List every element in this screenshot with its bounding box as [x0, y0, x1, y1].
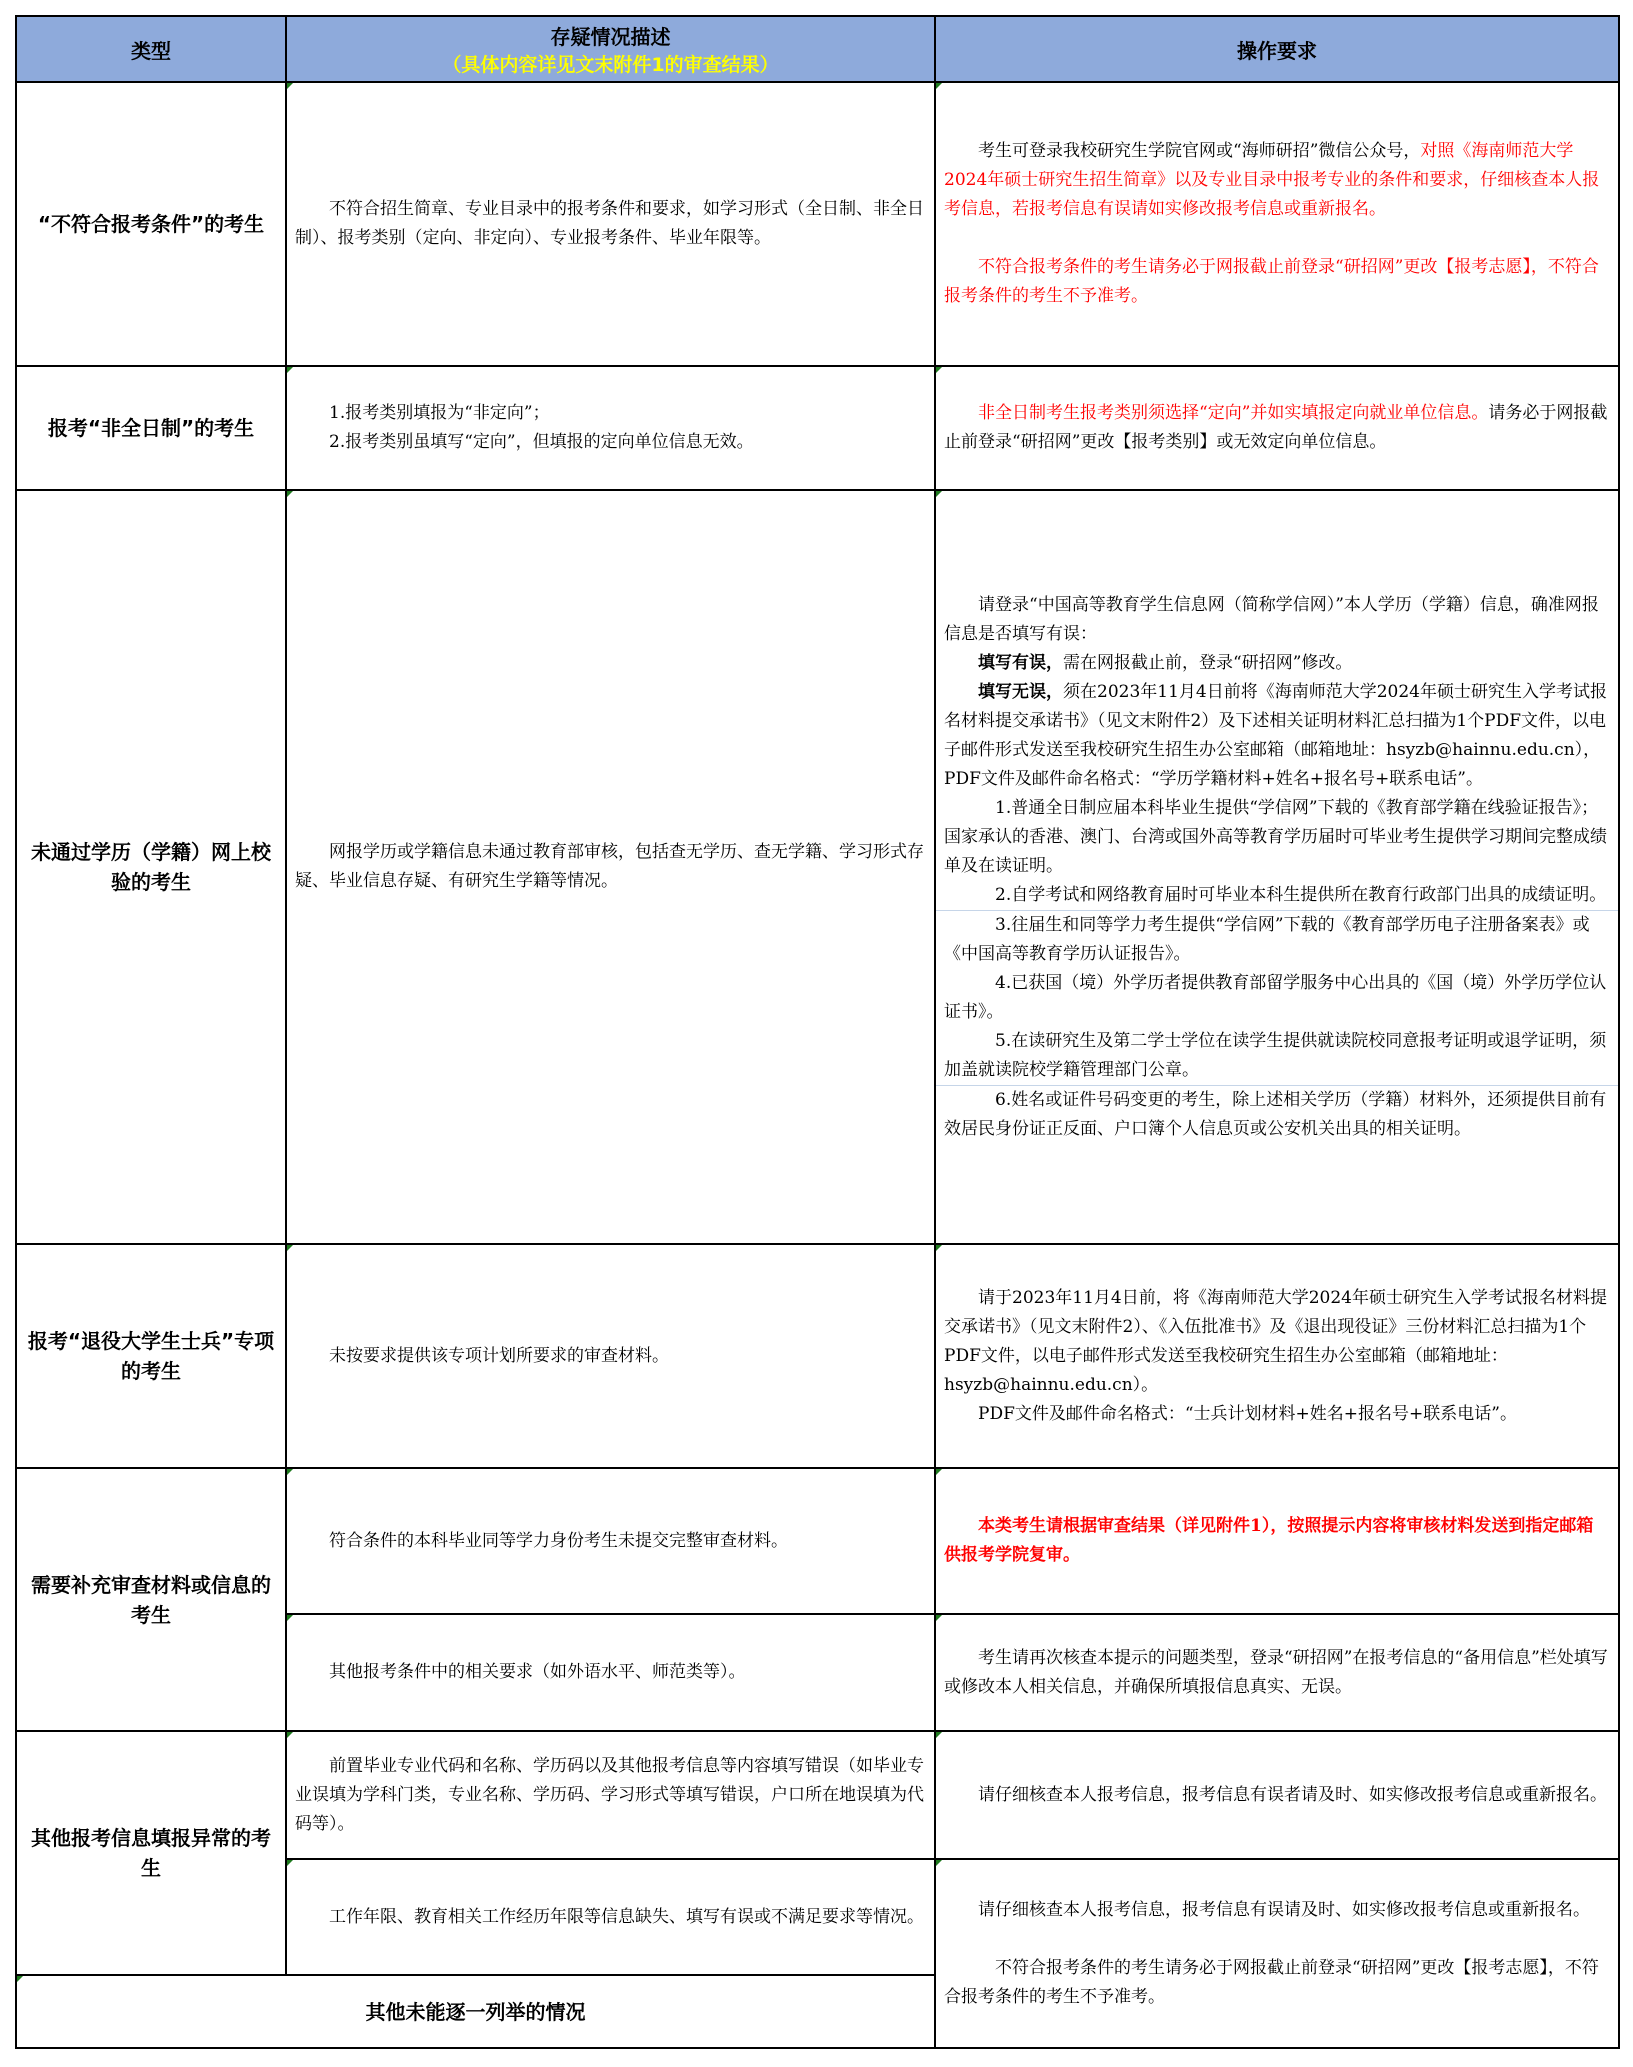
- type-cell: 需要补充审查材料或信息的考生: [16, 1468, 286, 1731]
- desc-text: 前置毕业专业代码和名称、学历码以及其他报考信息等内容填写错误（如毕业专业误填为学科门类，专业名称、学历码、学习形式等填写错误，户口所在地误填为代码等）。: [295, 1755, 924, 1834]
- action-text: PDF文件及邮件命名格式：“士兵计划材料+姓名+报名号+联系电话”。: [978, 1403, 1517, 1424]
- action-item: 6.姓名或证件号码变更的考生，除上述相关学历（学籍）材料外，还须提供目前有效居民身份证正反面、户口簿个人信息页或公安机关出具的相关证明。: [944, 1089, 1607, 1139]
- divider: [936, 1085, 1618, 1144]
- desc-text: 网报学历或学籍信息未通过教育部审核，包括查无学历、查无学籍、学习形式存疑、毕业信息存疑、有研究生学籍等情况。: [295, 842, 924, 891]
- table-row: [16, 82, 1619, 366]
- desc-text: 其他报考条件中的相关要求（如外语水平、师范类等）。: [329, 1662, 746, 1682]
- action-item: 5.在读研究生及第二学士学位在读学生提供就读院校同意报考证明或退学证明，须加盖就读院校学籍管理部门公章。: [944, 1030, 1607, 1080]
- table-row: [16, 366, 1619, 490]
- table-row: [16, 1468, 1619, 1614]
- action-warning: 不符合报考条件的考生请务必于网报截止前登录“研招网”更改【报考志愿】，不符合报考条件的考生不予准考。: [944, 1957, 1599, 2007]
- action-emphasis: 对照《海南师范大学2024年硕士研究生招生简章》以及专业目录中报考专业的条件和要求，仔细核查本人报考信息，若报考信息有误请如实修改报考信息或重新报名。: [944, 141, 1600, 219]
- desc-cell: [286, 82, 935, 366]
- type-cell: 未通过学历（学籍）网上校验的考生: [16, 490, 286, 1244]
- type-cell: 报考“退役大学生士兵”专项的考生: [16, 1244, 286, 1468]
- type-cell: 报考“非全日制”的考生: [16, 366, 286, 490]
- action-text: 考生请再次核查本提示的问题类型，登录“研招网”在报考信息的“备用信息”栏处填写或修改本人相关信息，并确保所填报信息真实、无误。: [944, 1647, 1608, 1697]
- action-item: 3.往届生和同等学力考生提供“学信网”下载的《教育部学历电子注册备案表》或《中国高等教育学历认证报告》。: [944, 914, 1590, 964]
- table-row: [16, 1244, 1619, 1468]
- table-row: [16, 490, 1619, 1244]
- desc-text: 工作年限、教育相关工作经历年限等信息缺失、填写有误或不满足要求等情况。: [329, 1906, 924, 1927]
- desc-cell: [286, 490, 935, 1244]
- action-emphasis: 非全日制考生报考类别须选择“定向”并如实填报定向就业单位信息。: [978, 403, 1489, 423]
- desc-cell: [286, 1614, 935, 1731]
- desc-item: 1.报考类别填报为“非定向”；: [329, 403, 550, 423]
- action-item: 4.已获国（境）外学历者提供教育部留学服务中心出具的《国（境）外学历学位认证书》。: [944, 972, 1607, 1022]
- divider: [936, 910, 1618, 1085]
- action-text: 须在2023年11月4日前将《海南师范大学2024年硕士研究生入学考试报名材料提交承诺书》（见文末附件2）及下述相关证明材料汇总扫描为1个PDF文件，以电子邮件形式发送至我校研究生招生办公室邮箱（邮箱地址：hsyzb@hainnu.edu.cn），PDF文件及邮件命名格式：“学历学籍材料+姓名+报名号+联系电话”。: [944, 681, 1607, 789]
- desc-item: 2.报考类别虽填写“定向”，但填报的定向单位信息无效。: [329, 432, 754, 452]
- header-desc: [286, 16, 935, 82]
- header-desc-title: 存疑情况描述: [550, 25, 671, 49]
- action-item: 2.自学考试和网络教育届时可毕业本科生提供所在教育行政部门出具的成绩证明。: [995, 884, 1607, 905]
- action-cell: [935, 82, 1619, 366]
- action-text: 请仔细核查本人报考信息，报考信息有误请及时、如实修改报考信息或重新报名。: [978, 1899, 1590, 1920]
- action-cell: [935, 1859, 1619, 2048]
- desc-text: 未按要求提供该专项计划所要求的审查材料。: [329, 1345, 669, 1366]
- desc-cell: [286, 1244, 935, 1468]
- action-cell: [935, 1244, 1619, 1468]
- action-intro: 请登录“中国高等教育学生信息网（简称学信网）”本人学历（学籍）信息，确准网报信息是否填写有误：: [944, 594, 1599, 644]
- action-text: 需在网报截止前，登录“研招网”修改。: [1063, 652, 1353, 673]
- desc-text: 符合条件的本科毕业同等学力身份考生未提交完整审查材料。: [329, 1530, 788, 1551]
- desc-cell: [286, 1731, 935, 1859]
- header-action: 操作要求: [935, 16, 1619, 82]
- action-warning: 不符合报考条件的考生请务必于网报截止前登录“研招网”更改【报考志愿】，不符合报考条件的考生不予准考。: [944, 257, 1599, 306]
- action-cell: [935, 1468, 1619, 1614]
- action-text: 请于2023年11月4日前，将《海南师范大学2024年硕士研究生入学考试报名材料提交承诺书》（见文末附件2）、《入伍批准书》及《退出现役证》三份材料汇总扫描为1个PDF文件，以电子邮件形式发送至我校研究生招生办公室邮箱（邮箱地址：hsyzb@hainnu.edu.cn）。: [944, 1287, 1607, 1395]
- header-desc-note: （具体内容详见文末附件1的审查结果）: [442, 54, 779, 76]
- action-label-wrong: 填写有误，: [978, 652, 1063, 673]
- type-cell: “不符合报考条件”的考生: [16, 82, 286, 366]
- review-table: [15, 15, 1620, 2049]
- action-cell: [935, 366, 1619, 490]
- header-type: 类型: [16, 16, 286, 82]
- action-cell: [935, 1614, 1619, 1731]
- action-text: 考生可登录我校研究生学院官网或“海师研招”微信公众号，: [978, 141, 1421, 161]
- header-row: [16, 16, 1619, 82]
- desc-cell: [286, 1468, 935, 1614]
- type-cell: 其他报考信息填报异常的考生: [16, 1731, 286, 1975]
- action-cell: [935, 490, 1619, 1244]
- desc-text: 不符合招生简章、专业目录中的报考条件和要求，如学习形式（全日制、非全日制）、报考类别（定向、非定向）、专业报考条件、毕业年限等。: [295, 199, 924, 248]
- action-text: 请仔细核查本人报考信息，报考信息有误者请及时、如实修改报考信息或重新报名。: [978, 1784, 1607, 1805]
- action-item: 1.普通全日制应届本科毕业生提供“学信网”下载的《教育部学籍在线验证报告》；国家承认的香港、澳门、台湾或国外高等教育学历届时可毕业考生提供学习期间完整成绩单及在读证明。: [944, 797, 1607, 876]
- desc-cell: [286, 1859, 935, 1975]
- action-emphasis: 本类考生请根据审查结果（详见附件1），按照提示内容将审核材料发送到指定邮箱供报考学院复审。: [944, 1516, 1594, 1565]
- type-cell: 其他未能逐一列举的情况: [16, 1975, 935, 2048]
- action-cell: [935, 1731, 1619, 1859]
- desc-cell: [286, 366, 935, 490]
- action-text: 请务必于网报截止前登录“研招网”更改【报考类别】或无效定向单位信息。: [944, 403, 1608, 452]
- action-label-right: 填写无误，: [978, 681, 1063, 702]
- table-row: [16, 1731, 1619, 1859]
